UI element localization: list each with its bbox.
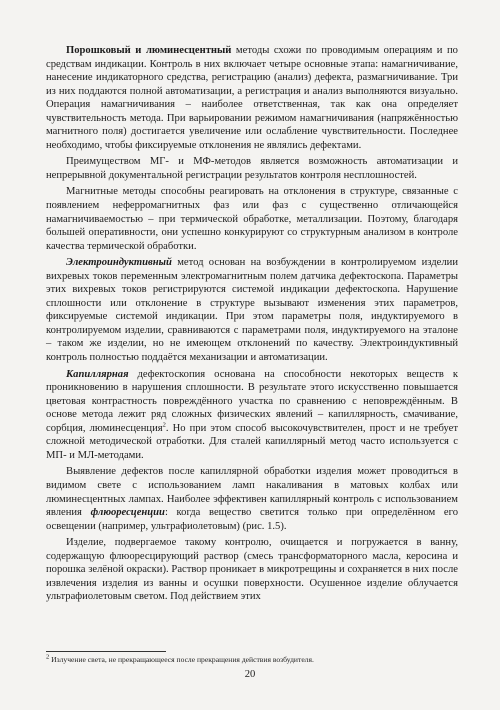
footnote [46,655,458,665]
paragraph-text: метод основан на возбуждении в контролируемом изделии вихревых токов переменным электромагнитным полем датчика дефектоскопа. Параметры этих вихревых токов регистрируются системой индикации дефектоскопа. Нарушение сплошности или отклонение в структуре вызывают изменения этих параметров, фиксируемые системой индикации. При этом параметры поля, индуктируемого в контролируемом изделии, сравниваются с параметрами поля, индуктируемого на эталоне – таком же изделии, но не имеющем отклонений по качеству. Электроиндуктивный контроль полностью поддаётся механизации и автоматизации. [46,257,458,364]
footnote-divider [46,651,166,652]
paragraph-text: Преимуществом МГ- и МФ-методов является возможность автоматизации и непрерывной документальной регистрации результатов контроля несплошностей. [46,156,458,181]
paragraph-advantage [46,155,458,182]
paragraph-magnetic-methods [46,185,458,253]
footnote-text: Излучение света, не прекращающееся после прекращения действия возбудителя. [49,655,314,664]
paragraph-powder-luminescent [46,44,458,152]
paragraph-fluorescent-bath [46,536,458,604]
paragraph-lead-italic: Электроиндуктивный [66,257,172,269]
paragraph-term-italic: флюоресценции [90,507,165,519]
paragraph-text: Магнитные методы способны реагировать на отклонения в структуре, связанные с появлением неферромагнитных фаз или фаз с существенно отличающейся намагничиваемостью – при термической обработке, металлизации. Поэтому, благодаря большей оперативности, они успешно конкурируют со структурным анализом в контроле качества термической обработки. [46,186,458,252]
paragraph-lead-italic: Капиллярная [66,368,129,380]
paragraph-lead-bold: Порошковый и люминесцентный [66,45,232,56]
paragraph-text: Выявление дефектов после капиллярной обработки изделия может проводиться в видимом свете с использованием ламп накаливания в матовых колбах или люминесцентных лампах. Наиболее эффективен капиллярный контроль с использованием явления [46,466,458,519]
footnote-reference[interactable]: 2 [162,421,166,429]
paragraph-defect-detection [46,465,458,533]
paragraph-text: методы схожи по проводимым операциям и по средствам индикации. Контроль в них включает четыре основные этапа: намагничивание, нанесение индикаторного средства, регистрацию (анализ) дефекта, размагничивание. Три из них поддаются полной автоматизации, а регистрация и анализ выполняются визуально. Операция намагничивания – наиболее ответственная, так как она определяет чувствительность метода. При варьировании режимом намагничивания (напряжённостью магнитного поля) достигается увеличение или ослабление чувствительности. Последнее необходимо, чтобы фиксируемые отклонения не являлись дефектами. [46,45,458,151]
page-number: 20 [244,669,256,680]
paragraph-text-continued: : когда вещество светится только при определённом его освещении (например, ультрафиолетовым) (рис. 1.5). [46,507,458,532]
paragraph-electroinductive [46,256,458,364]
paragraph-text: Изделие, подвергаемое такому контролю, очищается и погружается в ванну, содержащую флюоресцирующий раствор (смесь трансформаторного масла, керосина и порошка зелёной окраски). Раствор проникает в микротрещины и сохраняется в них после извлечения изделия из ванны и осушки поверхности. Осушенное изделие облучается ультрафиолетовым светом. Под действием этих [46,537,458,603]
paragraph-text: дефектоскопия основана на способности некоторых веществ к проникновению в нарушения сплошности. В результате этого искусственно повышается цветовая контрастность повреждённого участка по сравнению с неповреждённым. В основе метода лежит ряд сложных физических явлений – капиллярность, смачивание, сорбция, люминесценция [46,368,458,434]
paragraph-capillary [46,368,458,463]
footnote-mark: 2 [46,653,50,661]
paragraph-text-continued: . Но при этом способ высокочувствителен, прост и не требует сложной методической отработки. Для сталей капиллярный метод часто используется с МП- и МЛ-методами. [46,422,458,461]
